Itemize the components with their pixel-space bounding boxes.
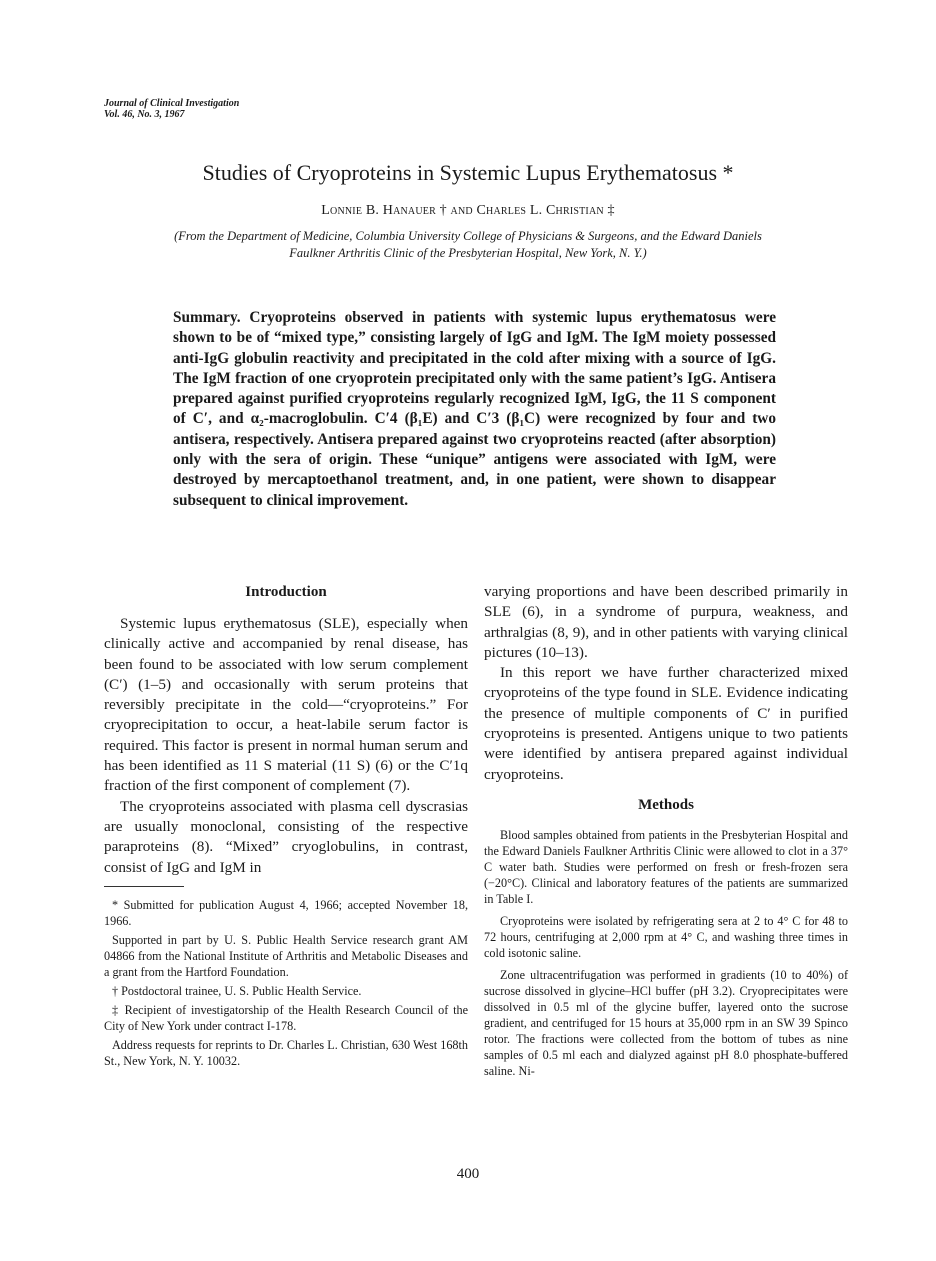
summary-paragraph: Summary. Cryoproteins observed in patients with systemic lupus erythematosus were shown to be of “mixed type,” consisting largely of IgG and IgM. The IgM moiety possessed anti-IgG globulin reactivity and precipitated in the cold after mixing with a source of IgG. The IgM fraction of one cryoprotein precipitated only with the same patient’s IgG. Antisera prepared against purified cryoproteins regularly recognized IgM, IgG, the 11 S component of C′, and α₂-macroglobulin. C′4 (β₁E) and C′3 (β₁C) were recognized by four and two antisera, respectively. Antisera prepared against two cryoproteins reacted (after absorption) only with the sera of origin. These “unique” antigens were associated with IgM, were destroyed by mercaptoethanol treatment, and, in one patient, were shown to disappear subsequent to clinical improvement. [173, 309, 776, 509]
methods-paragraph-1: Blood samples obtained from patients in the Presbyterian Hospital and the Edward Daniels Faulkner Arthritis Clinic were allowed to clot in a 37° C water bath. Studies were performed on fresh or fresh-frozen sera (−20°C). Clinical and laboratory features of the patients are summarized in Table I. [484, 827, 848, 906]
footnote-trainee: † Postdoctoral trainee, U. S. Public Health Service. [112, 983, 362, 998]
journal-header [104, 98, 364, 120]
introduction-paragraph-2-continued: varying proportions and have been described primarily in SLE (6), in a syndrome of purpura, weakness, and arthralgias (8, 9), and in other patients with varying clinical pictures (10–13). [484, 583, 848, 661]
methods-heading: Methods [638, 796, 694, 813]
left-column [104, 582, 468, 1072]
journal-volume: Vol. 46, No. 3, 1967 [104, 109, 185, 120]
article-affiliation: (From the Department of Medicine, Columbia University College of Physicians & Surgeons, and the Edward Daniels Faulkner Arthritis Clinic of the Presbyterian Hospital, New York, N. Y.) [174, 229, 762, 260]
footnote-submitted: * Submitted for publication August 4, 1966; accepted November 18, 1966. [104, 897, 468, 928]
article-title: Studies of Cryoproteins in Systemic Lupus Erythematosus * [202, 160, 734, 185]
footnote-divider [104, 886, 184, 887]
article-authors: Lonnie B. Hanauer † and Charles L. Christian ‡ [321, 203, 615, 218]
introduction-paragraph-2: The cryoproteins associated with plasma cell dyscrasias are usually monoclonal, consisting of the respective paraproteins (8). “Mixed” cryoglobulins, in contrast, consist of IgG and IgM in [104, 797, 468, 876]
right-column [484, 582, 848, 1079]
journal-name: Journal of Clinical Investigation [104, 98, 240, 109]
introduction-paragraph-3: In this report we have further characterized mixed cryoproteins of the type found in SLE. Evidence indicating the presence of multiple components of C′ in purified cryoproteins is presented. Antigens unique to two patients were identified by antisera prepared against individual cryoproteins. [484, 664, 848, 783]
methods-paragraph-2: Cryoproteins were isolated by refrigerating sera at 2 to 4° C for 48 to 72 hours, centrifuging at 2,000 rpm at 4° C, and washing three times in cold isotonic saline. [484, 913, 848, 960]
introduction-heading: Introduction [245, 584, 327, 600]
methods-paragraph-3: Zone ultracentrifugation was performed in gradients (10 to 40%) of sucrose dissolved in glycine–HCl buffer (pH 3.2). Cryoprecipitates were dissolved in 0.5 ml of the glycine buffer, layered onto the sucrose gradient, and centrifuged for 15 hours at 35,000 rpm in an SW 39 Spinco rotor. The fractions were collected from the bottom of tubes as nine samples of 0.5 ml each and dialyzed against pH 8.0 phosphate-buffered saline. Ni- [484, 967, 848, 1078]
footnote-reprints: Address requests for reprints to Dr. Charles L. Christian, 630 West 168th St., New York, N. Y. 10032. [104, 1037, 468, 1068]
footnote-investigator: ‡ Recipient of investigatorship of the Health Research Council of the City of New York under contract I-178. [104, 1002, 468, 1033]
footnote-support: Supported in part by U. S. Public Health Service research grant AM 04866 from the National Institute of Arthritis and Metabolic Diseases and a grant from the Hartford Foundation. [104, 932, 468, 979]
page-number: 400 [456, 1166, 480, 1182]
introduction-paragraph-1: Systemic lupus erythematosus (SLE), especially when clinically active and accompanied by renal disease, has been found to be associated with low serum complement (C′) (1–5) and occasionally with serum proteins that reversibly precipitate in the cold—“cryoproteins.” For cryoprecipitation to occur, a heat-labile serum factor is required. This factor is present in normal human serum and has been identified as 11 S material (11 S) (6) or the C′1q fraction of the first component of complement (7). [104, 615, 468, 795]
